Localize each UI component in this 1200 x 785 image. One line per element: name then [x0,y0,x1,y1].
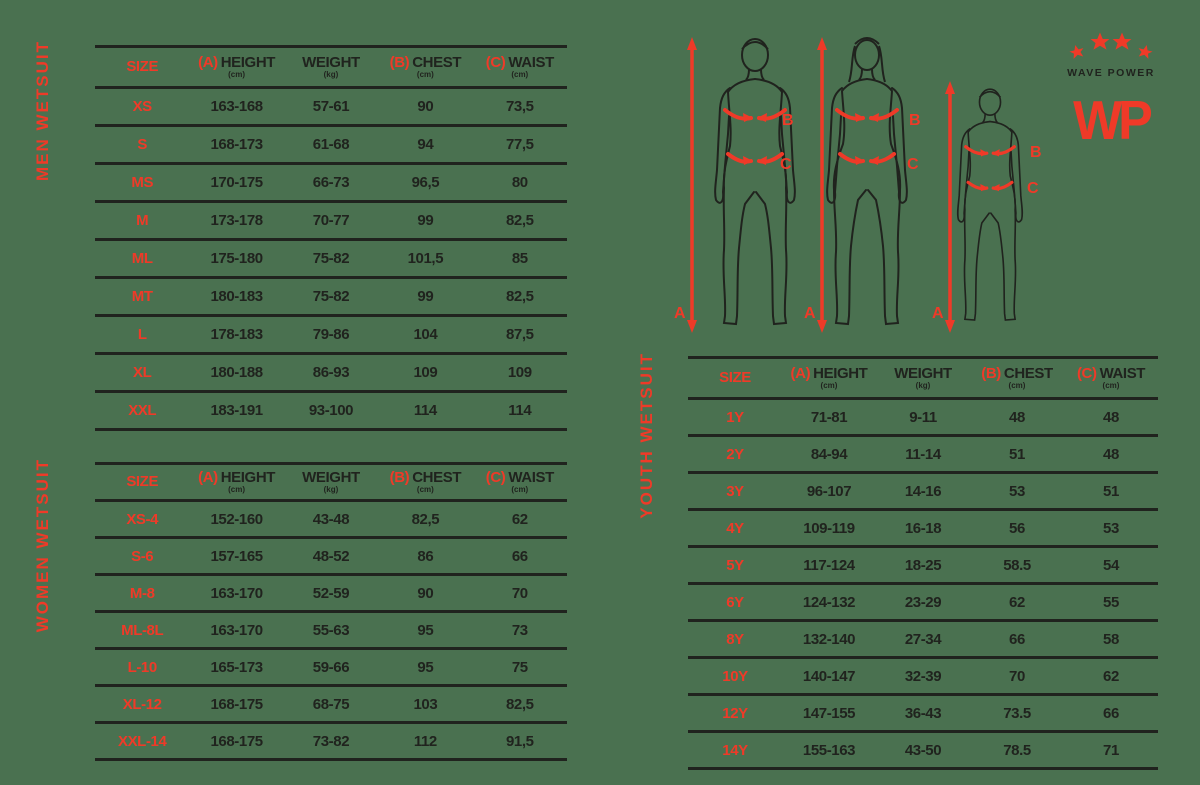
cell-size: MT [131,288,153,305]
body-measurement-diagram [672,28,1072,340]
cell-chest: 114 [413,402,437,419]
header-label: WEIGHT [302,468,360,486]
height-arrow-man [687,37,697,333]
cell-size: 12Y [722,704,748,722]
header-waist [1064,358,1158,399]
cell-waist: 73 [511,621,528,639]
header-letter: (B) [389,468,410,486]
header-height [782,358,876,399]
table-row [95,240,567,278]
header-label: WEIGHT [894,364,952,382]
table-row [688,621,1158,658]
cell-waist: 82,5 [505,212,534,229]
cell-chest: 95 [417,621,434,639]
header-label: WAIST [508,468,554,486]
cell-chest: 103 [413,695,438,713]
cell-weight: 52-59 [312,584,350,602]
cell-weight: 59-66 [312,658,350,676]
table-row [688,732,1158,769]
cell-weight: 48-52 [312,547,350,565]
cell-weight: 9-11 [909,408,937,426]
cell-size: XXL [128,402,157,419]
cell-waist: 55 [1103,593,1119,611]
header-label: WAIST [1099,364,1146,382]
cell-waist: 85 [511,250,528,267]
cell-weight: 23-29 [904,593,942,611]
table-row [688,695,1158,732]
label-waist-woman: C [907,156,919,173]
header-height [189,47,283,88]
cell-weight: 14-16 [904,482,942,500]
women-section-label: WOMEN WETSUIT [33,458,52,633]
cell-size: XS-4 [126,510,159,528]
cell-size: XL-12 [122,695,162,713]
cell-waist: 70 [511,584,528,602]
table-row [95,723,567,760]
table-row [688,510,1158,547]
cell-weight: 75-82 [312,250,350,267]
header-unit: (cm) [228,484,246,494]
cell-weight: 43-48 [312,510,350,528]
cell-chest: 53 [1009,482,1025,500]
header-letter: (B) [981,364,1001,382]
header-weight [284,464,378,501]
cell-weight: 55-63 [312,621,350,639]
cell-weight: 16-18 [904,519,942,537]
cell-chest: 90 [417,584,434,602]
cell-chest: 56 [1009,519,1025,537]
cell-waist: 82,5 [505,695,534,713]
cell-weight: 70-77 [312,212,350,229]
logo-brand-text: WAVE POWER [1067,67,1155,79]
header-size: SIZE [126,58,159,76]
table-row [688,473,1158,510]
cell-weight: 79-86 [312,326,350,343]
header-size: SIZE [719,369,751,387]
cell-height: 157-165 [210,547,263,565]
cell-waist: 48 [1103,445,1119,463]
cell-chest: 66 [1009,630,1025,648]
header-row [95,47,567,88]
table-row [688,658,1158,695]
cell-size: XS [132,98,152,115]
cell-chest: 96,5 [411,174,440,191]
table-row [95,649,567,686]
header-letter: (C) [485,468,506,486]
cell-height: 152-160 [210,510,263,528]
youth-section-label: YOUTH WETSUIT [637,352,656,519]
header-unit: (cm) [820,380,838,390]
cell-size: ML [131,250,153,267]
header-unit: (kg) [323,484,339,494]
cell-size: S [137,136,147,153]
cell-chest: 58.5 [1003,556,1031,574]
table-row [688,547,1158,584]
header-unit: (kg) [323,69,339,79]
table-row [95,316,567,354]
label-height-man: A [674,305,686,322]
table-row [688,584,1158,621]
header-unit: (cm) [511,484,529,494]
cell-weight: 27-34 [904,630,942,648]
cell-height: 71-81 [810,408,848,426]
height-arrow-woman [817,37,827,333]
cell-waist: 71 [1103,741,1119,759]
cell-chest: 82,5 [411,510,440,528]
cell-chest: 51 [1009,445,1025,463]
header-chest [970,358,1064,399]
cell-weight: 36-43 [904,704,942,722]
header-waist [473,47,567,88]
cell-height: 117-124 [803,556,855,574]
height-arrow-child [945,81,955,333]
cell-waist: 87,5 [505,326,534,343]
cell-weight: 43-50 [904,741,942,759]
cell-waist: 62 [511,510,528,528]
header-unit: (cm) [1102,380,1120,390]
cell-waist: 58 [1103,630,1119,648]
cell-waist: 82,5 [505,288,534,305]
cell-weight: 68-75 [312,695,350,713]
cell-size: MS [131,174,154,191]
men-size-table [95,45,567,431]
cell-chest: 109 [413,364,438,381]
header-letter: (A) [790,364,811,382]
cell-size: 14Y [722,741,748,759]
cell-chest: 70 [1009,667,1025,685]
header-unit: (kg) [915,380,931,390]
cell-height: 140-147 [802,667,856,685]
table-row [95,575,567,612]
header-waist [473,464,567,501]
cell-waist: 73,5 [505,98,534,115]
cell-height: 155-163 [802,741,856,759]
cell-height: 109-119 [803,519,855,537]
header-chest [378,47,472,88]
cell-weight: 57-61 [312,98,350,115]
cell-chest: 90 [417,98,434,115]
table-row [95,88,567,126]
cell-waist: 77,5 [505,136,534,153]
table-row [95,202,567,240]
header-label: CHEST [1003,364,1053,382]
cell-size: 10Y [722,667,748,685]
cell-waist: 109 [507,364,532,381]
label-height-woman: A [804,305,816,322]
cell-chest: 94 [417,136,434,153]
cell-weight: 32-39 [904,667,942,685]
brand-logo [1053,30,1169,152]
header-label: WEIGHT [302,53,360,71]
cell-size: XXL-14 [117,732,167,750]
header-label: CHEST [412,53,462,71]
cell-weight: 86-93 [312,364,350,381]
header-weight [284,47,378,88]
table-row [688,436,1158,473]
cell-height: 168-173 [210,136,263,153]
cell-height: 163-168 [210,98,263,115]
header-label: CHEST [412,468,462,486]
cell-height: 183-191 [210,402,263,419]
cell-chest: 86 [417,547,434,565]
cell-waist: 48 [1103,408,1119,426]
label-height-child: A [932,305,944,322]
cell-weight: 11-14 [905,445,941,463]
cell-height: 178-183 [210,326,263,343]
cell-weight: 75-82 [312,288,350,305]
cell-waist: 91,5 [505,732,534,750]
cell-size: 2Y [726,445,744,463]
cell-chest: 73.5 [1003,704,1031,722]
label-waist-man: C [780,156,792,173]
cell-chest: 48 [1009,408,1025,426]
table-row [95,538,567,575]
cell-weight: 18-25 [904,556,942,574]
cell-chest: 78.5 [1003,741,1031,759]
cell-height: 84-94 [810,445,848,463]
cell-height: 173-178 [210,212,263,229]
cell-height: 175-180 [210,250,263,267]
cell-height: 163-170 [210,621,263,639]
cell-size: L [137,326,147,343]
cell-waist: 66 [511,547,528,565]
header-label: HEIGHT [220,53,276,71]
cell-size: 8Y [726,630,744,648]
table-row [95,392,567,430]
cell-waist: 51 [1103,482,1119,500]
cell-waist: 75 [511,658,528,676]
logo-stars [1068,33,1153,60]
cell-height: 163-170 [210,584,263,602]
label-chest-woman: B [909,112,921,129]
cell-size: ML-8L [121,621,164,639]
cell-height: 180-188 [210,364,263,381]
header-unit: (cm) [228,69,246,79]
cell-chest: 62 [1009,593,1025,611]
cell-chest: 101,5 [407,250,444,267]
cell-weight: 61-68 [312,136,350,153]
table-row [95,686,567,723]
cell-chest: 99 [417,288,434,305]
header-letter: (A) [198,53,218,71]
cell-height: 147-155 [802,704,856,722]
header-row [95,464,567,501]
cell-waist: 114 [508,402,532,419]
table-row [95,501,567,538]
table-row [95,354,567,392]
youth-size-table [688,356,1158,770]
cell-height: 132-140 [802,630,856,648]
cell-size: M [136,212,149,229]
cell-chest: 99 [417,212,434,229]
header-label: HEIGHT [220,468,276,486]
cell-height: 96-107 [806,482,852,500]
cell-height: 168-175 [210,695,263,713]
table-row [95,278,567,316]
cell-size: L-10 [127,658,157,676]
header-height [189,464,283,501]
cell-size: 5Y [726,556,744,574]
table-row [95,126,567,164]
cell-height: 170-175 [210,174,263,191]
cell-size: XL [133,364,152,381]
label-chest-child: B [1030,144,1042,161]
label-waist-child: C [1027,180,1039,197]
header-unit: (cm) [416,484,434,494]
logo-monogram: WP [1073,91,1149,152]
header-unit: (cm) [1008,380,1026,390]
men-section-label: MEN WETSUIT [33,40,52,181]
cell-weight: 66-73 [312,174,350,191]
women-size-table [95,462,567,761]
cell-height: 168-175 [210,732,263,750]
cell-size: 6Y [726,593,744,611]
header-unit: (cm) [416,69,434,79]
table-row [688,399,1158,436]
cell-height: 180-183 [210,288,263,305]
header-letter: (A) [198,468,218,486]
header-weight [876,358,970,399]
header-letter: (C) [1076,364,1097,382]
header-label: WAIST [508,53,554,71]
cell-size: 1Y [726,408,744,426]
cell-weight: 73-82 [312,732,350,750]
cell-chest: 95 [417,658,434,676]
header-size: SIZE [126,473,159,491]
cell-waist: 80 [511,174,528,191]
header-letter: (B) [389,53,410,71]
cell-size: S-6 [131,547,154,565]
cell-waist: 66 [1103,704,1119,722]
cell-chest: 104 [413,326,438,343]
cell-height: 124-132 [802,593,856,611]
cell-waist: 62 [1103,667,1119,685]
cell-size: 3Y [726,482,744,500]
cell-size: 4Y [726,519,744,537]
cell-size: M-8 [129,584,155,602]
header-letter: (C) [485,53,506,71]
cell-height: 165-173 [210,658,263,676]
header-chest [378,464,472,501]
table-row [95,612,567,649]
cell-chest: 112 [413,732,437,750]
table-row [95,164,567,202]
cell-waist: 54 [1103,556,1119,574]
cell-weight: 93-100 [308,402,354,419]
header-label: HEIGHT [813,364,868,382]
header-row [688,358,1158,399]
label-chest-man: B [782,112,794,129]
header-unit: (cm) [511,69,529,79]
cell-waist: 53 [1103,519,1119,537]
